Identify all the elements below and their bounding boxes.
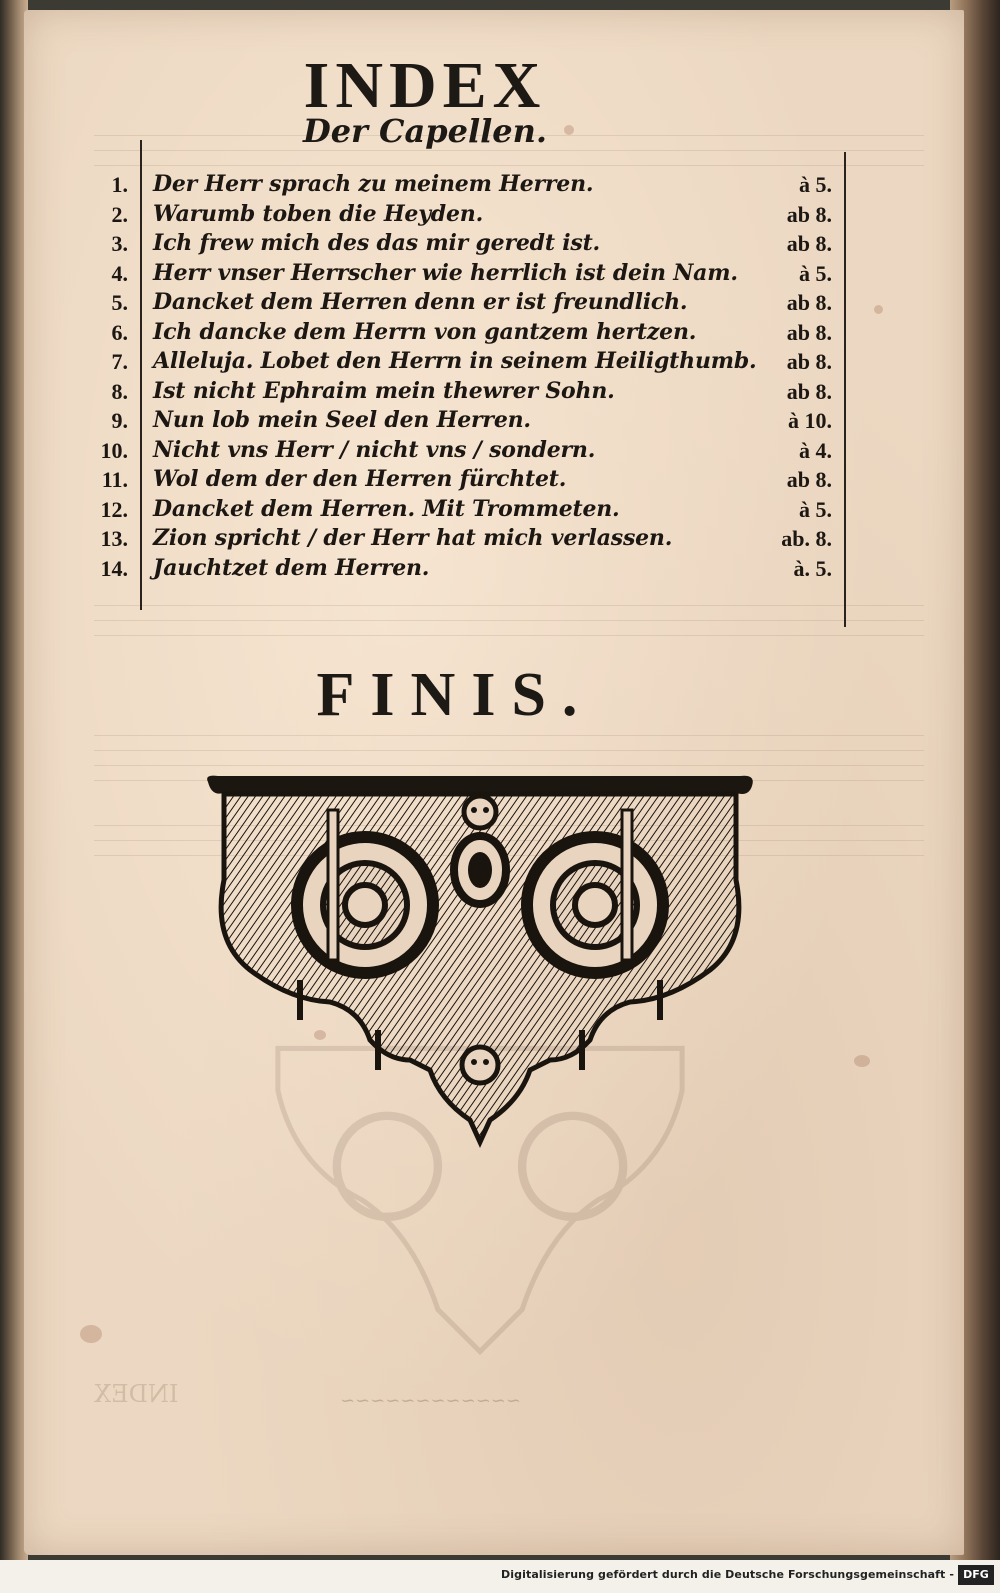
index-voices: à 5. [799,260,832,286]
dfg-logo-icon: DFG [958,1565,994,1585]
index-title: Nicht vns Herr / nicht vns / sondern. [153,436,596,463]
index-number: 14. [100,555,128,581]
index-row [70,170,860,200]
index-row [70,229,860,259]
index-title: Zion spricht / der Herr hat mich verlassen. [153,525,673,551]
index-voices: ab 8. [786,201,832,227]
index-voices: à 10. [788,408,832,433]
bleed-through-text: INDEX [94,1380,179,1408]
index-number: 2. [111,201,128,227]
page-title: INDEX [303,49,547,122]
index-title: Nun lob mein Seel den Herren. [153,407,531,433]
index-number: 1. [111,172,128,197]
index-title: Ich frew mich des das mir geredt ist. [153,230,601,256]
index-voices: ab 8. [786,467,832,492]
index-title: Warumb toben die Heyden. [153,200,484,227]
bleed-through-line [94,605,924,606]
index-title: Ist nicht Ephraim mein thewrer Sohn. [153,377,615,404]
bleed-through-line [94,765,924,766]
index-list [70,170,860,583]
index-title: Der Herr sprach zu meinem Herren. [153,171,594,197]
footer-credit: Digitalisierung gefördert durch die Deutsche Forschungsgemeinschaft - [501,1568,954,1581]
index-row [70,524,860,554]
index-title: Wol dem der den Herren fürchtet. [153,466,567,492]
index-number: 7. [111,349,128,374]
bleed-through-line [94,150,924,151]
index-row [70,259,860,289]
index-number: 5. [111,290,128,315]
index-voices: à 5. [799,496,832,522]
index-number: 13. [100,526,128,551]
index-title: Alleluja. Lobet den Herrn in seinem Heiligthumb. [153,348,757,374]
bleed-through-line [94,750,924,751]
paper-stain [854,1055,870,1067]
baroque-tailpiece-ornament-icon [200,770,760,1150]
index-number: 8. [111,378,128,404]
index-row [70,318,860,348]
index-number: 3. [111,231,128,256]
index-row [70,347,860,377]
index-row [70,377,860,407]
index-row [70,495,860,525]
index-voices: ab 8. [786,349,832,374]
index-number: 10. [100,437,128,463]
bleed-through-line [94,620,924,621]
index-voices: à 5. [799,172,832,197]
footer-bar [0,1560,1000,1593]
index-row [70,406,860,436]
index-number: 6. [111,319,128,345]
index-voices: à. 5. [793,555,832,581]
index-title: Herr vnser Herrscher wie herrlich ist dein Nam. [153,259,738,286]
index-row [70,288,860,318]
index-row [70,465,860,495]
index-title: Dancket dem Herren. Mit Trommeten. [153,495,620,522]
index-title: Dancket dem Herren denn er ist freundlich. [153,289,688,315]
index-title: Ich dancke dem Herrn von gantzem hertzen. [153,318,697,345]
index-row [70,554,860,584]
index-voices: ab 8. [786,290,832,315]
bleed-through-line [94,635,924,636]
finis-heading: FINIS. [316,661,594,729]
bleed-through-line [94,165,924,166]
paper-stain [80,1325,102,1343]
index-voices: à 4. [799,437,832,463]
index-number: 9. [111,408,128,433]
index-voices: ab. 8. [781,526,832,551]
bleed-through-text: ~~~~~~~~~~~~ [340,1390,521,1411]
index-row [70,436,860,466]
index-title: Jauchtzet dem Herren. [153,554,430,581]
index-row [70,200,860,230]
bleed-through-line [94,735,924,736]
paper-stain [874,305,883,314]
index-number: 11. [101,467,128,492]
index-number: 12. [100,496,128,522]
index-voices: ab 8. [786,378,832,404]
page-subtitle: Der Capellen. [302,112,548,150]
index-voices: ab 8. [786,319,832,345]
index-voices: ab 8. [786,231,832,256]
index-number: 4. [111,260,128,286]
